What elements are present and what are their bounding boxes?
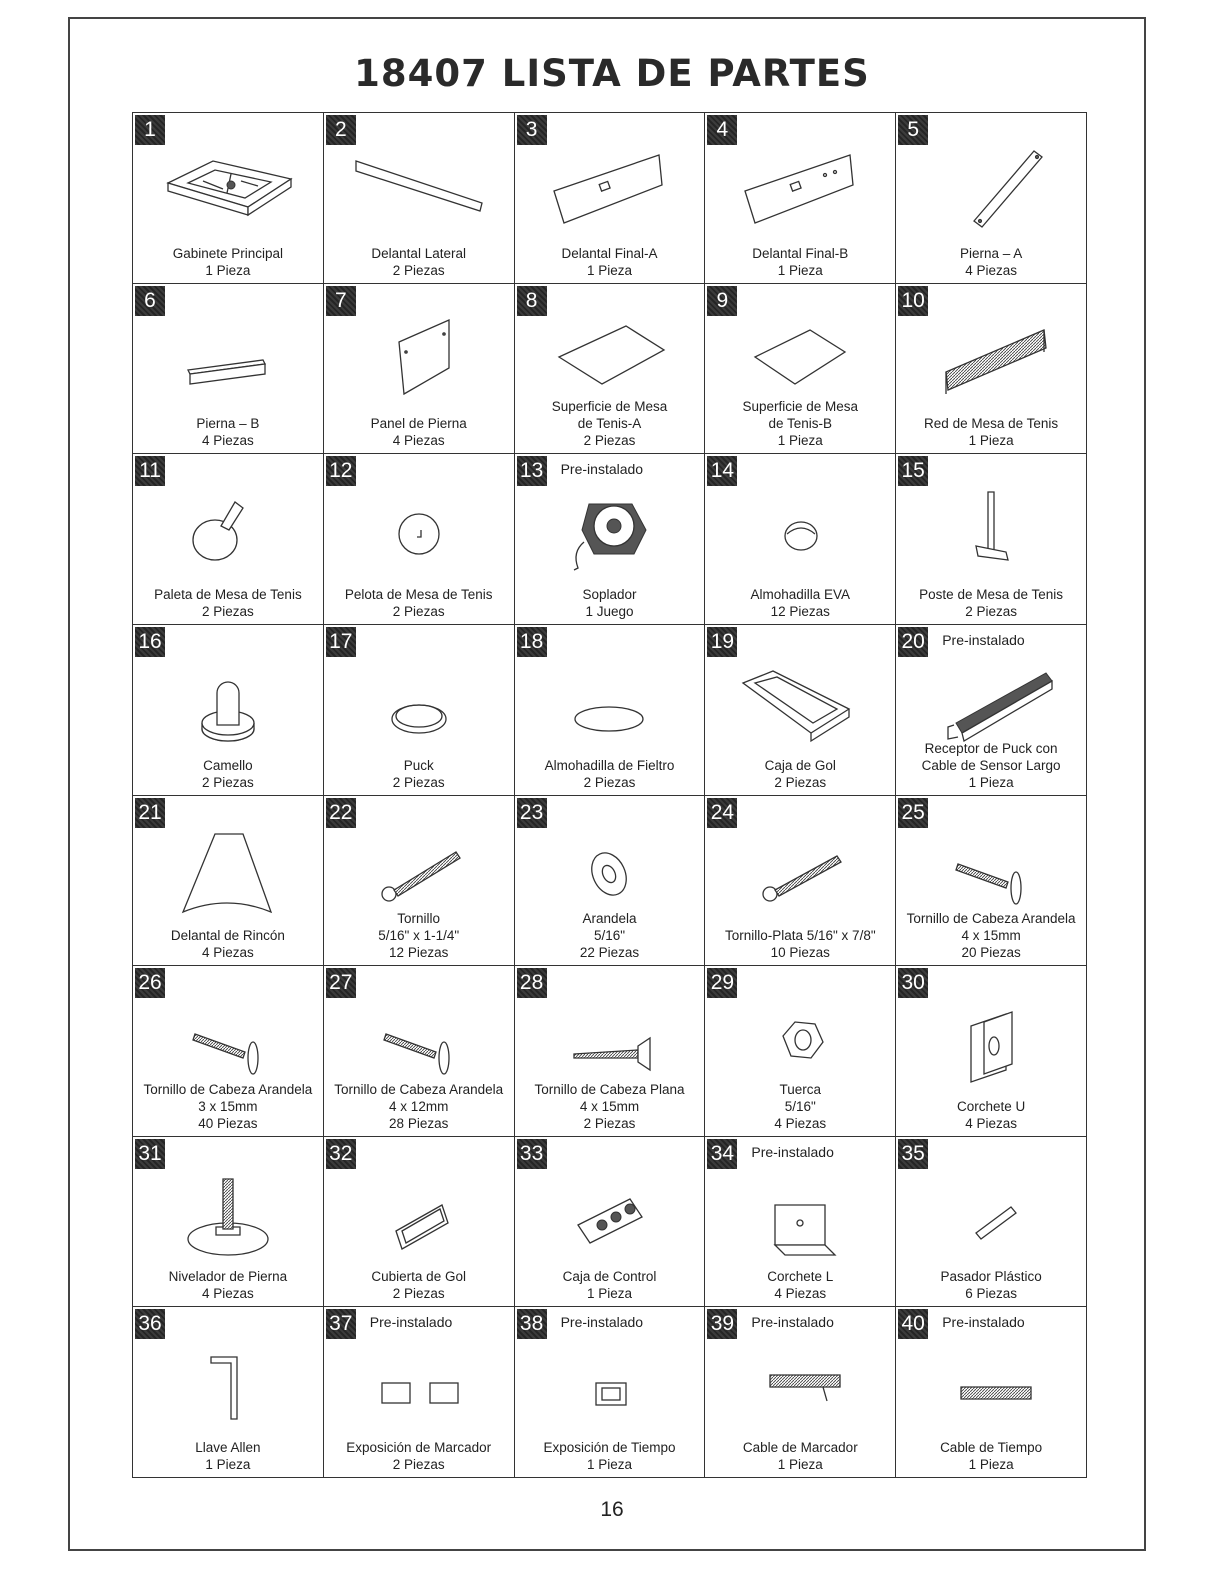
part-number-badge: 32 bbox=[326, 1139, 356, 1169]
part-caption bbox=[896, 910, 1086, 961]
striker-icon bbox=[133, 653, 323, 757]
part-cell-40 bbox=[896, 1307, 1087, 1478]
part-caption-line: 1 Pieza bbox=[777, 1457, 823, 1472]
part-caption bbox=[133, 1268, 323, 1302]
part-caption-line: 28 Piezas bbox=[389, 1115, 449, 1131]
part-caption-line: 12 Piezas bbox=[389, 945, 449, 961]
page-title: 18407 LISTA DE PARTES bbox=[354, 52, 870, 95]
preinstalled-label: Pre-instalado bbox=[369, 1314, 453, 1331]
part-cell-1 bbox=[133, 113, 324, 284]
time-display-icon bbox=[515, 1335, 705, 1439]
part-caption bbox=[133, 1081, 323, 1132]
part-caption-line: 1 Pieza bbox=[586, 1457, 632, 1472]
part-caption-line: 22 Piezas bbox=[579, 945, 640, 961]
part-number-badge: 27 bbox=[326, 968, 356, 998]
part-caption-line: de Tenis-A bbox=[577, 416, 642, 432]
part-number-badge: 35 bbox=[898, 1139, 928, 1169]
part-caption bbox=[705, 398, 895, 449]
part-caption-line: Tornillo de Cabeza Arandela bbox=[143, 1081, 313, 1097]
part-caption-line: Cable de Sensor Largo bbox=[921, 757, 1061, 773]
part-cell-21 bbox=[133, 796, 324, 967]
part-caption-line: Superficie de Mesa bbox=[742, 399, 859, 415]
part-cell-9 bbox=[705, 284, 896, 455]
part-caption bbox=[133, 415, 323, 449]
part-caption-line: Tornillo-Plata 5/16" x 7/8" bbox=[724, 928, 876, 944]
part-caption-line: Delantal Final-A bbox=[561, 245, 658, 261]
ball-icon bbox=[324, 482, 514, 586]
part-number-badge: 15 bbox=[898, 456, 928, 486]
part-caption-line: 12 Piezas bbox=[770, 603, 830, 619]
part-number-badge: 33 bbox=[517, 1139, 547, 1169]
part-caption-line: 5/16" bbox=[593, 928, 626, 944]
part-number-badge: 26 bbox=[135, 968, 165, 998]
plastic-pin-icon bbox=[896, 1165, 1086, 1269]
part-cell-26 bbox=[133, 966, 324, 1137]
part-cell-11 bbox=[133, 454, 324, 625]
part-caption-line: Tornillo de Cabeza Arandela bbox=[906, 911, 1076, 927]
part-cell-14 bbox=[705, 454, 896, 625]
part-caption-line: 2 Piezas bbox=[774, 774, 827, 790]
part-caption-line: Paleta de Mesa de Tenis bbox=[154, 586, 302, 602]
part-number-badge: 16 bbox=[135, 627, 165, 657]
part-number-badge: 2 bbox=[326, 115, 356, 145]
part-number-badge: 19 bbox=[707, 627, 737, 657]
part-cell-28 bbox=[515, 966, 706, 1137]
part-caption-line: 2 Piezas bbox=[583, 433, 636, 449]
part-caption-line: 4 Piezas bbox=[965, 1115, 1017, 1131]
part-caption-line: 2 Piezas bbox=[392, 262, 445, 278]
part-number-badge: 21 bbox=[135, 798, 165, 828]
preinstalled-label: Pre-instalado bbox=[560, 1314, 644, 1331]
part-cell-33 bbox=[515, 1137, 706, 1308]
allen-key-icon bbox=[133, 1335, 323, 1439]
part-caption-line: 5/16" x 1-1/4" bbox=[378, 928, 460, 944]
part-caption-line: Cable de Marcador bbox=[742, 1440, 858, 1455]
part-caption bbox=[896, 586, 1086, 620]
part-caption bbox=[705, 927, 895, 961]
part-cell-4 bbox=[705, 113, 896, 284]
part-caption bbox=[515, 1268, 705, 1302]
part-caption-line: Pierna – A bbox=[959, 245, 1023, 261]
part-caption bbox=[896, 1439, 1086, 1473]
part-number-badge: 30 bbox=[898, 968, 928, 998]
part-number-badge: 9 bbox=[707, 286, 737, 316]
part-caption bbox=[324, 1081, 514, 1132]
part-caption bbox=[324, 415, 514, 449]
preinstalled-label: Pre-instalado bbox=[751, 1143, 834, 1160]
part-caption-line: 4 x 15mm bbox=[961, 928, 1021, 944]
goal-cover-icon bbox=[324, 1165, 514, 1269]
part-cell-15 bbox=[896, 454, 1087, 625]
puck-icon bbox=[324, 653, 514, 757]
part-cell-35 bbox=[896, 1137, 1087, 1308]
part-caption bbox=[896, 1098, 1086, 1132]
part-caption-line: Gabinete Principal bbox=[172, 245, 284, 261]
part-caption bbox=[324, 586, 514, 620]
part-caption-line: Camello bbox=[203, 757, 253, 773]
part-caption-line: 4 Piezas bbox=[202, 945, 254, 961]
part-caption-line: Cable de Tiempo bbox=[940, 1440, 1043, 1455]
leg-panel-icon bbox=[324, 312, 514, 416]
leg-b-icon bbox=[133, 312, 323, 416]
part-cell-13 bbox=[515, 454, 706, 625]
l-bracket-icon bbox=[705, 1165, 895, 1269]
part-caption bbox=[324, 910, 514, 961]
part-caption-line: 1 Juego bbox=[585, 603, 634, 619]
part-caption-line: Tornillo de Cabeza Arandela bbox=[334, 1081, 504, 1097]
part-caption bbox=[515, 1439, 705, 1473]
part-caption-line: Almohadilla EVA bbox=[750, 586, 851, 602]
part-number-badge: 8 bbox=[517, 286, 547, 316]
part-caption bbox=[133, 927, 323, 961]
part-caption bbox=[324, 245, 514, 279]
part-caption-line: Pelota de Mesa de Tenis bbox=[344, 586, 493, 602]
part-cell-38 bbox=[515, 1307, 706, 1478]
part-number-badge: 3 bbox=[517, 115, 547, 145]
part-caption-line: 4 Piezas bbox=[202, 433, 254, 449]
part-caption-line: Poste de Mesa de Tenis bbox=[919, 586, 1064, 602]
part-cell-17 bbox=[324, 625, 515, 796]
part-caption-line: 1 Pieza bbox=[968, 774, 1014, 790]
part-caption-line: 10 Piezas bbox=[770, 945, 830, 961]
part-caption bbox=[705, 757, 895, 791]
part-number-badge: 1 bbox=[135, 115, 165, 145]
part-caption bbox=[324, 757, 514, 791]
part-cell-12 bbox=[324, 454, 515, 625]
part-caption-line: 2 Piezas bbox=[392, 603, 445, 619]
paddle-icon bbox=[133, 482, 323, 586]
part-caption-line: 1 Pieza bbox=[777, 433, 823, 449]
part-caption-line: 1 Pieza bbox=[586, 1286, 632, 1302]
part-cell-8 bbox=[515, 284, 706, 455]
part-number-badge: 10 bbox=[898, 286, 928, 316]
part-caption-line: 2 Piezas bbox=[583, 1115, 636, 1131]
part-number-badge: 12 bbox=[326, 456, 356, 486]
blower-icon bbox=[515, 482, 705, 586]
part-cell-29 bbox=[705, 966, 896, 1137]
main-cabinet-icon bbox=[133, 141, 323, 245]
corner-apron-icon bbox=[133, 824, 323, 928]
part-caption bbox=[133, 245, 323, 279]
part-caption-line: 1 Pieza bbox=[968, 1457, 1014, 1472]
part-caption bbox=[896, 1268, 1086, 1302]
part-cell-23 bbox=[515, 796, 706, 967]
part-caption-line: Delantal de Rincón bbox=[170, 928, 285, 944]
part-caption-line: Panel de Pierna bbox=[370, 416, 467, 432]
part-caption bbox=[133, 586, 323, 620]
part-cell-31 bbox=[133, 1137, 324, 1308]
part-caption-line: Caja de Control bbox=[562, 1269, 657, 1285]
part-cell-39 bbox=[705, 1307, 896, 1478]
part-caption bbox=[515, 398, 705, 449]
part-number-badge: 11 bbox=[135, 456, 165, 486]
part-cell-25 bbox=[896, 796, 1087, 967]
part-caption bbox=[515, 245, 705, 279]
preinstalled-label: Pre-instalado bbox=[751, 1314, 834, 1331]
part-caption-line: 1 Pieza bbox=[777, 262, 823, 278]
part-caption-line: de Tenis-B bbox=[768, 416, 833, 432]
silver-bolt-icon bbox=[705, 824, 895, 928]
part-number-badge: 6 bbox=[135, 286, 165, 316]
part-cell-7 bbox=[324, 284, 515, 455]
part-caption bbox=[324, 1268, 514, 1302]
part-caption-line: Corchete L bbox=[767, 1269, 834, 1285]
preinstalled-label: Pre-instalado bbox=[942, 631, 1025, 648]
part-number-badge: 14 bbox=[707, 456, 737, 486]
part-caption-line: Pierna – B bbox=[196, 416, 260, 432]
page-number: 16 bbox=[600, 1498, 624, 1521]
part-cell-24 bbox=[705, 796, 896, 967]
part-caption bbox=[896, 245, 1086, 279]
leg-leveler-icon bbox=[133, 1165, 323, 1269]
part-cell-16 bbox=[133, 625, 324, 796]
part-number-badge: 37 bbox=[326, 1309, 356, 1339]
part-caption-line: 4 Piezas bbox=[774, 1115, 827, 1131]
part-caption-line: Soplador bbox=[582, 586, 637, 602]
part-caption-line: Tornillo de Cabeza Plana bbox=[534, 1081, 685, 1097]
part-caption-line: 1 Pieza bbox=[205, 262, 251, 278]
u-bracket-icon bbox=[896, 994, 1086, 1098]
part-caption-line: 1 Pieza bbox=[968, 433, 1014, 449]
part-caption-line: Tornillo bbox=[397, 911, 441, 927]
part-number-badge: 34 bbox=[707, 1139, 737, 1169]
part-cell-3 bbox=[515, 113, 706, 284]
part-caption-line: Cubierta de Gol bbox=[371, 1269, 466, 1285]
part-number-badge: 40 bbox=[898, 1309, 928, 1339]
side-apron-icon bbox=[324, 141, 514, 245]
part-caption bbox=[705, 1081, 895, 1132]
part-caption-line: Caja de Gol bbox=[764, 757, 836, 773]
part-caption-line: 4 Piezas bbox=[965, 262, 1017, 278]
part-caption bbox=[705, 245, 895, 279]
part-cell-34 bbox=[705, 1137, 896, 1308]
part-number-badge: 39 bbox=[707, 1309, 737, 1339]
part-caption-line: 4 Piezas bbox=[392, 433, 445, 449]
part-caption-line: Arandela bbox=[582, 911, 637, 927]
part-caption bbox=[515, 757, 705, 791]
parts-grid bbox=[132, 112, 1087, 1478]
part-number-badge: 28 bbox=[517, 968, 547, 998]
part-caption-line: Tuerca bbox=[779, 1081, 822, 1097]
part-caption-line: Pasador Plástico bbox=[940, 1269, 1042, 1285]
part-caption-line: 4 x 12mm bbox=[389, 1098, 449, 1114]
part-caption bbox=[705, 1268, 895, 1302]
time-cable-icon bbox=[896, 1335, 1086, 1439]
part-caption-line: 4 Piezas bbox=[202, 1286, 254, 1302]
part-caption-line: Almohadilla de Fieltro bbox=[544, 757, 675, 773]
part-number-badge: 36 bbox=[135, 1309, 165, 1339]
part-caption-line: Nivelador de Pierna bbox=[168, 1269, 288, 1285]
part-caption bbox=[896, 415, 1086, 449]
part-caption-line: 6 Piezas bbox=[965, 1286, 1017, 1302]
part-number-badge: 7 bbox=[326, 286, 356, 316]
part-number-badge: 23 bbox=[517, 798, 547, 828]
part-caption-line: 2 Piezas bbox=[392, 774, 445, 790]
goal-box-icon bbox=[705, 653, 895, 757]
part-caption bbox=[515, 586, 705, 620]
part-caption-line: 2 Piezas bbox=[202, 603, 254, 619]
part-caption-line: Superficie de Mesa bbox=[551, 399, 668, 415]
part-number-badge: 38 bbox=[517, 1309, 547, 1339]
part-number-badge: 25 bbox=[898, 798, 928, 828]
part-caption-line: Receptor de Puck con bbox=[924, 740, 1058, 756]
part-cell-10 bbox=[896, 284, 1087, 455]
part-cell-30 bbox=[896, 966, 1087, 1137]
part-caption-line: Exposición de Marcador bbox=[346, 1440, 492, 1455]
part-caption-line: 4 Piezas bbox=[774, 1286, 827, 1302]
part-cell-27 bbox=[324, 966, 515, 1137]
part-caption bbox=[515, 1081, 705, 1132]
part-caption-line: Delantal Lateral bbox=[371, 245, 466, 261]
part-caption-line: Llave Allen bbox=[195, 1440, 261, 1455]
part-number-badge: 29 bbox=[707, 968, 737, 998]
part-caption-line: Delantal Final-B bbox=[752, 245, 849, 261]
net-post-icon bbox=[896, 482, 1086, 586]
part-cell-32 bbox=[324, 1137, 515, 1308]
part-caption-line: 20 Piezas bbox=[961, 945, 1021, 961]
part-caption-line: 1 Pieza bbox=[205, 1457, 251, 1472]
part-caption-line: Red de Mesa de Tenis bbox=[924, 416, 1059, 432]
part-caption-line: Exposición de Tiempo bbox=[543, 1440, 676, 1455]
part-cell-37 bbox=[324, 1307, 515, 1478]
part-caption-line: 4 x 15mm bbox=[579, 1098, 640, 1114]
part-caption-line: 2 Piezas bbox=[965, 603, 1017, 619]
felt-pad-icon bbox=[515, 653, 705, 757]
part-cell-20 bbox=[896, 625, 1087, 796]
part-cell-18 bbox=[515, 625, 706, 796]
preinstalled-label: Pre-instalado bbox=[560, 461, 644, 478]
part-number-badge: 20 bbox=[898, 627, 928, 657]
part-caption bbox=[705, 1439, 895, 1473]
part-number-badge: 24 bbox=[707, 798, 737, 828]
part-cell-36 bbox=[133, 1307, 324, 1478]
part-caption bbox=[896, 740, 1086, 791]
part-caption bbox=[705, 586, 895, 620]
eva-pad-icon bbox=[705, 482, 895, 586]
part-caption-line: 5/16" bbox=[784, 1098, 816, 1114]
end-apron-a-icon bbox=[515, 141, 705, 245]
leg-a-icon bbox=[896, 141, 1086, 245]
end-apron-b-icon bbox=[705, 141, 895, 245]
part-caption-line: 3 x 15mm bbox=[198, 1098, 258, 1114]
part-caption bbox=[515, 910, 705, 961]
part-caption-line: 2 Piezas bbox=[392, 1286, 445, 1302]
part-caption bbox=[324, 1439, 514, 1473]
part-caption-line: Puck bbox=[403, 757, 434, 773]
score-cable-icon bbox=[705, 1335, 895, 1439]
part-caption-line: 40 Piezas bbox=[198, 1115, 258, 1131]
part-number-badge: 5 bbox=[898, 115, 928, 145]
part-caption bbox=[133, 1439, 323, 1473]
part-number-badge: 31 bbox=[135, 1139, 165, 1169]
score-display-icon bbox=[324, 1335, 514, 1439]
part-cell-5 bbox=[896, 113, 1087, 284]
part-caption-line: 1 Pieza bbox=[586, 262, 632, 278]
part-cell-19 bbox=[705, 625, 896, 796]
part-number-badge: 17 bbox=[326, 627, 356, 657]
part-number-badge: 13 bbox=[517, 456, 547, 486]
part-caption bbox=[133, 757, 323, 791]
preinstalled-label: Pre-instalado bbox=[942, 1314, 1025, 1331]
part-cell-22 bbox=[324, 796, 515, 967]
part-number-badge: 22 bbox=[326, 798, 356, 828]
control-box-icon bbox=[515, 1165, 705, 1269]
tennis-net-icon bbox=[896, 312, 1086, 416]
part-number-badge: 4 bbox=[707, 115, 737, 145]
part-number-badge: 18 bbox=[517, 627, 547, 657]
part-caption-line: Corchete U bbox=[956, 1098, 1026, 1114]
part-caption-line: 2 Piezas bbox=[392, 1457, 445, 1472]
part-caption-line: 2 Piezas bbox=[202, 774, 254, 790]
part-cell-6 bbox=[133, 284, 324, 455]
part-caption-line: 2 Piezas bbox=[583, 774, 636, 790]
part-cell-2 bbox=[324, 113, 515, 284]
